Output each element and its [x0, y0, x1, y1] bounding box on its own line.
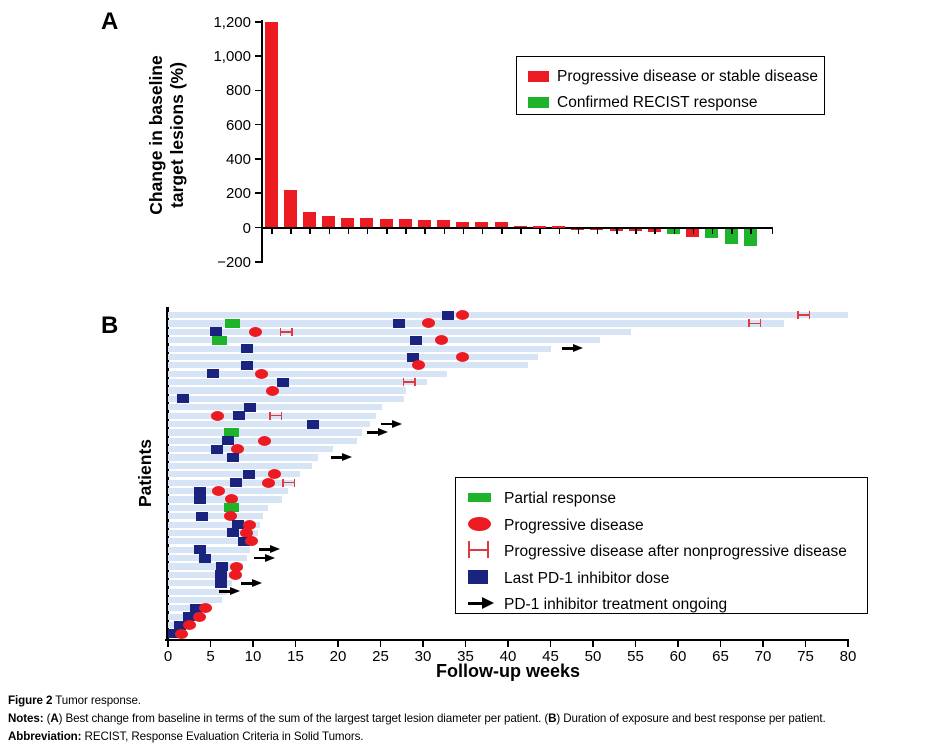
panel-b-x-tick — [337, 641, 339, 647]
panel-a-x-tick — [290, 229, 292, 234]
panel-b-legend-label: Partial response — [504, 490, 617, 507]
treatment-ongoing-arrow-icon — [241, 579, 262, 588]
panel-a-x-tick — [329, 229, 331, 234]
panel-b-x-tick — [805, 641, 807, 647]
last-dose-marker-icon — [244, 403, 256, 412]
progressive-disease-marker-icon — [456, 310, 469, 320]
panel-b-x-axis-label: Follow-up weeks — [435, 661, 581, 681]
panel-b-x-tick-label: 65 — [712, 648, 729, 665]
panel-a-y-tick — [255, 158, 261, 160]
last-dose-marker-icon — [177, 394, 189, 403]
panel-b-x-tick-label: 70 — [754, 648, 772, 665]
panel-a-x-tick — [635, 229, 637, 234]
panel-a-bar-13-pd_sd — [495, 222, 508, 227]
errorbar-cap-right — [809, 311, 811, 319]
panel-b-x-tick-label: 25 — [372, 648, 389, 665]
follow-up-bar-patient-29 — [168, 547, 250, 553]
figure-caption — [8, 692, 826, 746]
treatment-ongoing-arrow-icon — [367, 428, 388, 437]
errorbar-cap-right — [281, 412, 283, 420]
errorbar-cap-right — [487, 541, 489, 558]
arrow-head — [573, 344, 583, 352]
panel-b-x-tick — [167, 641, 169, 647]
panel-b-x-tick-label: 50 — [584, 648, 602, 665]
follow-up-bar-patient-24 — [168, 505, 268, 511]
follow-up-bar-patient-2 — [168, 320, 784, 326]
errorbar-cap-right — [760, 319, 762, 327]
panel-b-legend-label: Progressive disease after nonprogressive disease — [504, 543, 847, 560]
last-dose-marker-icon — [307, 420, 319, 429]
last-dose-marker-icon — [277, 378, 289, 387]
treatment-ongoing-arrow-icon — [331, 453, 352, 462]
panel-b-x-tick-label: 30 — [414, 648, 432, 665]
last-dose-marker-icon — [241, 361, 253, 370]
panel-a-y-tick — [255, 261, 261, 263]
arrow-head — [342, 453, 352, 461]
panel-b-x-tick — [720, 641, 722, 647]
panel-a-x-tick — [750, 229, 752, 234]
arrow-head — [378, 428, 388, 436]
errorbar-cap-right — [291, 328, 293, 336]
panel-b-x-tick-label: 60 — [669, 648, 687, 665]
arrow-head — [252, 579, 262, 587]
panel-a-bar-12-pd_sd — [475, 222, 488, 227]
follow-up-bar-patient-11 — [168, 396, 404, 402]
follow-up-bar-patient-3 — [168, 329, 631, 335]
last-dose-marker-icon — [194, 495, 206, 504]
caption-notes-label: Notes: — [8, 712, 44, 725]
progressive-disease-marker-icon — [435, 335, 448, 345]
progressive-disease-marker-icon — [456, 352, 469, 362]
arrow-head — [482, 597, 494, 609]
progressive-disease-marker-icon — [412, 360, 425, 370]
panel-a-bar-15-pd_sd — [533, 226, 546, 228]
follow-up-bar-patient-5 — [168, 346, 551, 352]
caption-figure-text: Tumor response. — [52, 694, 141, 707]
treatment-ongoing-arrow-icon — [254, 554, 275, 563]
panel-a-bar-5-pd_sd — [341, 218, 354, 227]
panel-a-y-tick-label: 800 — [225, 82, 251, 100]
progressive-disease-marker-icon — [211, 411, 224, 421]
follow-up-bar-patient-1 — [168, 312, 848, 318]
panel-a-bar-16-pd_sd — [552, 226, 565, 228]
panel-a-x-tick — [501, 229, 503, 234]
panel-b-x-tick-label: 40 — [499, 648, 517, 665]
partial-response-marker-icon — [212, 336, 227, 345]
panel-a-y-tick-label: 600 — [225, 116, 251, 134]
panel-b-x-tick-label: 15 — [287, 648, 304, 665]
panel-a-y-tick-label: 400 — [225, 150, 251, 168]
pd-after-nonprogressive-marker-icon — [282, 478, 295, 488]
errorbar-cap-right — [294, 479, 296, 487]
progressive-disease-swatch-icon — [468, 517, 491, 531]
panel-b-y-axis-label: Patients — [135, 438, 155, 508]
panel-a-legend — [516, 56, 825, 115]
errorbar-cap-left — [280, 328, 282, 336]
panel-b-x-tick-label: 45 — [542, 648, 559, 665]
follow-up-bar-patient-34 — [168, 589, 227, 595]
pd-after-nonprogressive-marker-icon — [280, 327, 293, 337]
follow-up-bar-patient-18 — [168, 454, 318, 460]
caption-abbrev-label: Abbreviation: — [8, 730, 82, 743]
red-swatch-icon — [528, 71, 549, 82]
panel-a-x-tick — [424, 229, 426, 234]
arrow-head — [270, 545, 280, 553]
panel-a-bar-1-pd_sd — [265, 22, 278, 228]
arrow-tail — [468, 602, 483, 605]
panel-a-legend-item-recist — [517, 91, 824, 117]
pd-after-nonprogressive-marker-icon — [748, 318, 761, 328]
panel-b-x-tick — [295, 641, 297, 647]
panel-a-x-tick — [309, 229, 311, 234]
panel-b-legend-item-pd_after_npd — [456, 540, 867, 566]
panel-a-letter: A — [101, 8, 119, 35]
panel-b-x-tick-label: 10 — [244, 648, 262, 665]
last-dose-marker-icon — [222, 436, 234, 445]
panel-b-legend-label: Last PD-1 inhibitor dose — [504, 569, 670, 587]
last-dose-marker-icon — [393, 319, 405, 328]
caption-figure-label: Figure 2 — [8, 694, 53, 707]
panel-a-y-axis-label-line2: target lesions (%) — [167, 62, 187, 208]
panel-a-x-tick — [597, 229, 599, 234]
progressive-disease-marker-icon — [266, 386, 279, 396]
last-dose-marker-icon — [207, 369, 219, 378]
panel-a-y-tick — [255, 124, 261, 126]
caption-title-line — [8, 692, 826, 710]
follow-up-bar-patient-4 — [168, 337, 600, 343]
panel-a-y-tick — [255, 90, 261, 92]
progressive-disease-marker-icon — [249, 327, 262, 337]
panel-a-bar-14-pd_sd — [514, 226, 527, 228]
panel-b-x-tick-label: 55 — [627, 648, 644, 665]
panel-b-x-tick — [677, 641, 679, 647]
panel-a-y-tick-label: 1,000 — [213, 48, 251, 66]
last-dose-marker-icon — [410, 336, 422, 345]
progressive-disease-marker-icon — [245, 536, 258, 546]
caption-notes-b-bold: B — [548, 712, 557, 725]
panel-b-legend-label: PD-1 inhibitor treatment ongoing — [504, 596, 728, 613]
errorbar-cap-left — [282, 479, 284, 487]
errorbar-cap-left — [468, 541, 470, 558]
panel-a-x-tick — [271, 229, 273, 234]
caption-notes-a-pre: ( — [43, 712, 51, 725]
errorbar-cap-left — [403, 378, 405, 386]
panel-a-x-tick — [444, 229, 446, 234]
panel-a-y-tick-label: 1,200 — [213, 13, 251, 31]
panel-a-bar-6-pd_sd — [360, 218, 373, 227]
panel-a-y-tick-label: −200 — [217, 253, 251, 271]
panel-a-bar-3-pd_sd — [303, 212, 316, 227]
errorbar-cap-right — [414, 378, 416, 386]
follow-up-bar-patient-10 — [168, 387, 406, 393]
errorbar-line — [468, 549, 489, 551]
panel-a-x-tick — [405, 229, 407, 234]
panel-a-x-tick — [654, 229, 656, 234]
progressive-disease-marker-icon — [255, 369, 268, 379]
last-dose-marker-icon — [243, 470, 255, 479]
panel-a-bar-8-pd_sd — [399, 219, 412, 227]
panel-a-y-tick-label: 0 — [242, 219, 251, 237]
follow-up-bar-patient-6 — [168, 354, 538, 360]
panel-a-legend-item-pd_sd — [517, 65, 824, 91]
panel-b-x-tick — [465, 641, 467, 647]
panel-b-x-tick — [252, 641, 254, 647]
panel-a-y-axis-label — [146, 5, 190, 265]
errorbar-cap-left — [797, 311, 799, 319]
panel-b-x-tick-label: 20 — [329, 648, 347, 665]
pd-after-nonprogressive-marker-icon — [269, 411, 282, 421]
panel-b-x-tick — [380, 641, 382, 647]
panel-a-x-tick — [348, 229, 350, 234]
arrow-head — [230, 587, 240, 595]
follow-up-bar-patient-15 — [168, 429, 362, 435]
panel-a-bar-4-pd_sd — [322, 216, 335, 228]
panel-b-legend-item-ongoing — [456, 593, 867, 619]
panel-b-x-tick-label: 5 — [206, 648, 215, 665]
panel-b-x-tick-label: 80 — [839, 648, 857, 665]
panel-a-x-tick — [463, 229, 465, 234]
follow-up-bar-patient-14 — [168, 421, 370, 427]
arrow-head — [392, 420, 402, 428]
panel-b-x-tick — [635, 641, 637, 647]
panel-b-x-tick — [592, 641, 594, 647]
panel-a-x-tick — [559, 229, 561, 234]
panel-a-bar-9-pd_sd — [418, 220, 431, 228]
panel-b-legend-label: Progressive disease — [504, 516, 644, 534]
caption-notes-a-bold: A — [50, 712, 59, 725]
follow-up-bar-patient-22 — [168, 488, 288, 494]
panel-a-legend-label: Confirmed RECIST response — [557, 94, 758, 111]
panel-b-x-tick-label: 75 — [797, 648, 814, 665]
errorbar-cap-left — [269, 412, 271, 420]
caption-notes-line — [8, 710, 826, 728]
panel-a-y-axis-label-line1: Change in baseline — [146, 55, 166, 215]
last-dose-marker-icon — [241, 344, 253, 353]
follow-up-bar-patient-12 — [168, 404, 382, 410]
panel-a-y-tick — [255, 21, 261, 23]
last-dose-marker-icon — [442, 311, 454, 320]
panel-b-legend-item-last_dose — [456, 567, 867, 593]
panel-b-x-tick — [762, 641, 764, 647]
panel-b-x-tick — [507, 641, 509, 647]
pd-after-nonprogressive-swatch-icon — [468, 541, 489, 558]
progressive-disease-marker-icon — [175, 629, 188, 639]
caption-notes-a-text: ) Best change from baseline in terms of the sum of the largest target lesion diameter per patient. ( — [58, 712, 549, 725]
treatment-ongoing-swatch-icon — [468, 597, 494, 609]
panel-b-x-tick — [210, 641, 212, 647]
last-dose-marker-icon — [227, 453, 239, 462]
progressive-disease-marker-icon — [258, 436, 271, 446]
panel-a-x-tick — [693, 229, 695, 234]
panel-a-x-tick — [712, 229, 714, 234]
progressive-disease-marker-icon — [193, 612, 206, 622]
panel-a-x-tick — [578, 229, 580, 234]
panel-b-legend-item-partial_response — [456, 487, 867, 513]
panel-b-x-tick — [847, 641, 849, 647]
panel-b-x-tick — [550, 641, 552, 647]
panel-a-x-tick — [674, 229, 676, 234]
last-dose-marker-icon — [199, 554, 211, 563]
caption-abbrev-line — [8, 728, 826, 746]
follow-up-bar-patient-9 — [168, 379, 427, 385]
last-dose-marker-icon — [230, 478, 242, 487]
follow-up-bar-patient-25 — [168, 513, 263, 519]
partial-response-swatch-icon — [468, 493, 491, 502]
treatment-ongoing-arrow-icon — [219, 587, 240, 596]
panel-a-x-tick — [731, 229, 733, 234]
last-dose-marker-icon — [233, 411, 245, 420]
panel-a-y-tick-label: 200 — [225, 185, 251, 203]
panel-a-y-tick — [255, 192, 261, 194]
caption-notes-b-text: ) Duration of exposure and best response per patient. — [556, 712, 826, 725]
panel-a-legend-label: Progressive disease or stable disease — [557, 68, 819, 85]
treatment-ongoing-arrow-icon — [562, 344, 583, 353]
panel-a-bar-10-pd_sd — [437, 220, 450, 228]
caption-abbrev-text: RECIST, Response Evaluation Criteria in Solid Tumors. — [81, 730, 364, 743]
follow-up-bar-patient-19 — [168, 463, 312, 469]
follow-up-bar-patient-35 — [168, 597, 222, 603]
panel-a-x-axis-end-tick — [772, 229, 774, 234]
panel-a-x-tick — [520, 229, 522, 234]
panel-b-x-tick — [422, 641, 424, 647]
panel-b-x-tick-label: 35 — [457, 648, 474, 665]
partial-response-marker-icon — [225, 319, 240, 328]
panel-b-legend-item-progression — [456, 514, 867, 540]
panel-a-bar-2-pd_sd — [284, 190, 297, 228]
errorbar-cap-left — [748, 319, 750, 327]
panel-a-x-tick — [386, 229, 388, 234]
last-dose-marker-icon — [211, 445, 223, 454]
last-dose-swatch-icon — [468, 570, 488, 584]
panel-b-letter: B — [101, 312, 119, 339]
panel-a-x-tick — [367, 229, 369, 234]
follow-up-bar-patient-7 — [168, 362, 528, 368]
progressive-disease-marker-icon — [422, 318, 435, 328]
panel-b-legend — [455, 477, 868, 614]
pd-after-nonprogressive-marker-icon — [403, 377, 416, 387]
progressive-disease-marker-icon — [212, 486, 225, 496]
panel-a-bar-7-pd_sd — [380, 219, 393, 228]
panel-b-x-tick-label: 0 — [163, 648, 173, 665]
panel-a-x-tick — [616, 229, 618, 234]
panel-a-bar-11-pd_sd — [456, 222, 469, 228]
progressive-disease-marker-icon — [262, 478, 275, 488]
panel-a-x-tick — [482, 229, 484, 234]
panel-a-y-tick — [255, 55, 261, 57]
last-dose-marker-icon — [196, 512, 208, 521]
pd-after-nonprogressive-marker-icon — [797, 310, 810, 320]
arrow-head — [265, 554, 275, 562]
panel-a-x-tick — [539, 229, 541, 234]
green-swatch-icon — [528, 97, 549, 108]
follow-up-bar-patient-17 — [168, 446, 333, 452]
